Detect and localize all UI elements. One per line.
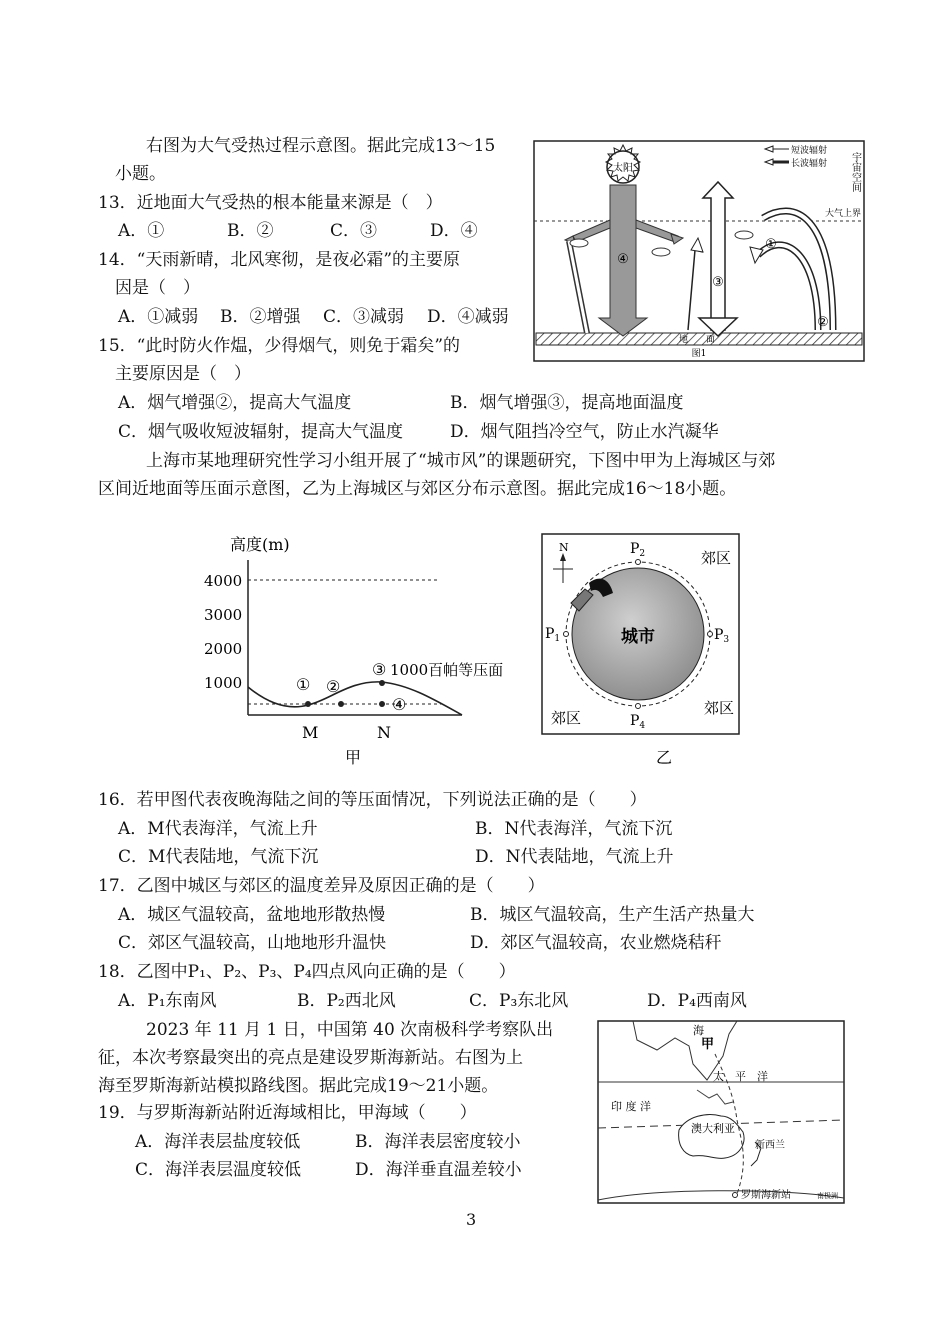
map-nz-label: 新西兰: [755, 1140, 785, 1151]
q15-opt-a: A．烟气增强②，提高大气温度: [118, 393, 352, 413]
intro-2: 上海市某地理研究性学习小组开展了“城市风”的课题研究，下图中甲为上海城区与郊: [146, 451, 776, 471]
caption-jia: 甲: [345, 748, 362, 767]
q17-opt-c: C．郊区气温较高，山地地形升温快: [118, 933, 387, 953]
q13-opt-d: D．④: [430, 221, 478, 241]
q19-stem: 19．与罗斯海新站附近海域相比，甲海域（ ）: [98, 1103, 477, 1123]
north-label: N: [559, 541, 569, 554]
point-1: ①: [296, 675, 311, 694]
sun-label: 太阳: [613, 163, 633, 174]
page-number: 3: [466, 1210, 477, 1229]
label-4: ④: [617, 252, 629, 267]
map-indian-label: 印 度 洋: [611, 1100, 651, 1113]
q19-opt-d: D．海洋垂直温差较小: [355, 1160, 522, 1180]
q16-opt-c: C．M代表陆地，气流下沉: [118, 847, 319, 867]
map-antarctica-label: 南极洲: [817, 1192, 838, 1200]
map-jia-label: 甲: [701, 1037, 715, 1052]
isobar-label: 1000百帕等压面: [390, 661, 504, 679]
label-3: ③: [712, 275, 724, 290]
q18-opt-c: C．P₃东北风: [469, 991, 569, 1011]
q13-opt-c: C．③: [330, 221, 378, 241]
label-P3: $P_3$: [714, 627, 730, 645]
q13-stem: 13．近地面大气受热的根本能量来源是（ ）: [98, 193, 443, 213]
map-hai-label: 海: [693, 1024, 704, 1037]
intro-3c: 海至罗斯海新站模拟路线图。据此完成19～21小题。: [98, 1076, 499, 1096]
q18-opt-d: D．P₄西南风: [647, 991, 747, 1011]
tick-3000: 3000: [204, 606, 243, 624]
intro-3: 2023 年 11 月 1 日，中国第 40 次南极科学考察队出: [146, 1020, 554, 1040]
intro-2b: 区间近地面等压面示意图，乙为上海城区与郊区分布示意图。据此完成16～18小题。: [98, 479, 737, 499]
q17-opt-b: B．城区气温较高，生产生活产热量大: [470, 905, 755, 925]
q15-opt-c: C．烟气吸收短波辐射，提高大气温度: [118, 422, 404, 442]
q17-opt-a: A．城区气温较高，盆地地形散热慢: [118, 905, 386, 925]
q17-opt-d: D．郊区气温较高，农业燃烧秸秆: [470, 933, 722, 953]
suburb-label-sw: 郊区: [551, 709, 582, 727]
q16-opt-d: D．N代表陆地，气流上升: [475, 847, 674, 867]
intro-1b: 小题。: [115, 164, 166, 184]
q19-opt-b: B．海洋表层密度较小: [355, 1132, 521, 1152]
q19-opt-c: C．海洋表层温度较低: [135, 1160, 302, 1180]
label-P2: $P_2$: [630, 541, 646, 559]
point-4: ④: [392, 695, 407, 714]
map-aus-label: 澳大利亚: [691, 1122, 735, 1135]
q15-stem2: 主要原因是（ ）: [115, 364, 251, 384]
label-1: ①: [765, 237, 777, 252]
q13-opt-b: B．②: [227, 221, 274, 241]
q16-stem: 16．若甲图代表夜晚海陆之间的等压面情况，下列说法正确的是（ ）: [98, 790, 647, 810]
q16-opt-a: A．M代表海洋，气流上升: [118, 819, 318, 839]
atmosphere-heating-diagram: [533, 140, 865, 362]
tick-1000: 1000: [204, 674, 243, 692]
ground-label: 地 面: [678, 335, 716, 345]
q13-opt-a: A．①: [118, 221, 165, 241]
route-map: [597, 1020, 845, 1204]
map-pacific-label: 太 平 洋: [713, 1070, 768, 1083]
label-N: N: [377, 723, 391, 742]
q14-opt-d: D．④减弱: [427, 307, 509, 327]
q14-stem: 14．“天雨新晴，北风寒彻，是夜必霜”的主要原: [98, 250, 461, 270]
q17-stem: 17．乙图中城区与郊区的温度差异及原因正确的是（ ）: [98, 876, 545, 896]
cloud-icon: [652, 248, 670, 256]
point-3: ③: [372, 660, 387, 679]
label-M: M: [302, 723, 319, 742]
label-P4: $P_4$: [630, 713, 646, 731]
city-label: 城市: [621, 627, 655, 647]
q14-opt-c: C．③减弱: [323, 307, 405, 327]
label-2: ②: [817, 315, 829, 330]
cloud-icon: [570, 239, 588, 247]
point-2: ②: [326, 677, 341, 696]
suburb-label-se: 郊区: [704, 699, 735, 717]
q18-opt-a: A．P₁东南风: [118, 991, 217, 1011]
map-station-label: 罗斯海新站: [741, 1190, 791, 1201]
city-suburb-diagram-yi: [541, 533, 741, 770]
q14-opt-a: A．①减弱: [118, 307, 199, 327]
atmosphere-top-label: 大气上界: [825, 209, 862, 219]
isobar-diagram-jia: [200, 530, 504, 770]
q16-opt-b: B．N代表海洋，气流下沉: [475, 819, 673, 839]
legend-short-wave: 短波辐射: [791, 146, 828, 156]
intro-3b: 征，本次考察最突出的亮点是建设罗斯海新站。右图为上: [98, 1048, 523, 1068]
q15-opt-b: B．烟气增强③，提高地面温度: [450, 393, 684, 413]
q14-opt-b: B．②增强: [220, 307, 301, 327]
space-label: 宇宙空间: [849, 152, 861, 192]
q19-opt-a: A．海洋表层盐度较低: [135, 1132, 301, 1152]
tick-2000: 2000: [204, 640, 243, 658]
y-axis-label: 高度(m): [230, 535, 290, 554]
tick-4000: 4000: [204, 572, 243, 590]
intro-1: 右图为大气受热过程示意图。据此完成13～15: [146, 136, 496, 156]
legend-long-wave: 长波辐射: [791, 159, 828, 169]
q18-opt-b: B．P₂西北风: [297, 991, 396, 1011]
q18-stem: 18．乙图中P₁、P₂、P₃、P₄四点风向正确的是（ ）: [98, 962, 516, 982]
caption-yi: 乙: [656, 748, 673, 767]
q14-stem2: 因是（ ）: [115, 278, 200, 298]
q15-stem: 15．“此时防火作煴，少得烟气，则免于霜矣”的: [98, 336, 461, 356]
label-P1: $P_1$: [545, 626, 561, 644]
q15-opt-d: D．烟气阻挡冷空气，防止水汽凝华: [450, 422, 719, 442]
cloud-icon: [735, 231, 753, 239]
suburb-label-ne: 郊区: [701, 549, 732, 567]
fig1-caption: 图1: [691, 349, 707, 359]
